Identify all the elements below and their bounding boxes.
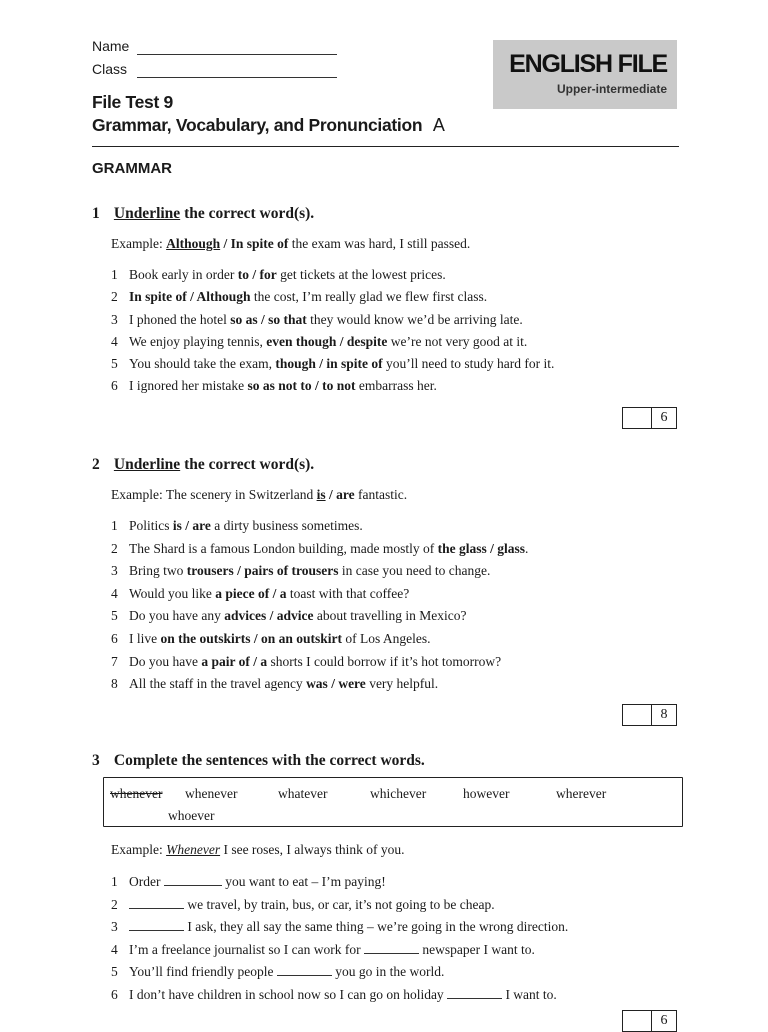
exercise3-items [111,873,568,1009]
item-text: we travel, by train, bus, or car, it’s not going to be cheap. [187,896,495,912]
instruction-text: the correct word(s). [184,205,315,222]
item-number: 6 [111,378,118,394]
list-item [111,676,528,699]
instruction-text: the correct word(s). [184,456,315,473]
exercise3-heading [92,752,425,770]
list-item [111,608,528,631]
answer-blank[interactable] [277,963,332,976]
item-number: 5 [111,964,118,980]
item-options[interactable]: so as / so that [230,311,307,327]
list-item [111,918,568,941]
answer-blank[interactable] [164,873,222,886]
item-text: I don’t have children in school now so I can go on holiday [129,986,444,1002]
item-text: Book early in order [129,267,238,282]
list-item [111,267,554,289]
list-item [111,518,528,541]
item-text: of Los Angeles. [342,630,431,646]
list-item [111,356,554,378]
example-answer: Although [166,236,221,251]
word-option: whoever [168,808,215,823]
item-text: You’ll find friendly people [129,964,274,980]
word-used: whenever [110,786,163,801]
item-text: Bring two [129,563,187,579]
item-options[interactable]: on the outskirts / on an outskirt [160,630,343,646]
example-label: Example: [111,842,163,857]
item-text: Do you have [129,653,202,669]
name-field[interactable] [137,54,337,55]
score-box[interactable] [622,704,677,726]
example-answer: is [316,487,326,502]
item-options[interactable]: though / in spite of [275,356,383,372]
list-item [111,963,568,986]
list-item [111,896,568,919]
item-text: I’m a freelance journalist so I can work for [129,941,361,957]
list-item [111,563,528,586]
example-separator: / [223,236,228,251]
item-number: 2 [111,540,118,556]
item-text: Order [129,874,161,889]
item-text: I live [129,630,161,646]
item-text: I ask, they all say the same thing – we’re going in the wrong direction. [187,919,569,935]
item-options[interactable]: to / for [237,267,277,282]
brand-logo-box [493,40,677,109]
item-text: the cost, I’m really glad we flew first class. [250,289,488,305]
item-number: 2 [111,896,118,912]
item-number: 1 [111,874,118,889]
item-number: 8 [111,676,118,692]
answer-blank[interactable] [447,986,502,999]
item-text: you want to eat – I’m paying! [225,874,386,889]
list-item [111,941,568,964]
item-options[interactable]: so as not to / to not [247,378,356,394]
score-total: 6 [660,1013,668,1028]
score-box[interactable] [622,407,677,429]
class-field[interactable] [137,77,337,78]
test-subtitle-row [92,115,445,136]
answer-blank[interactable] [364,941,419,954]
item-number: 3 [111,563,118,579]
item-text: very helpful. [365,676,439,692]
answer-blank[interactable] [129,918,184,931]
example-answer: Whenever [166,842,221,857]
item-text: a dirty business sometimes. [210,518,363,533]
word-option: wherever [556,786,607,801]
item-number: 1 [111,267,118,282]
example-option: are [336,487,355,502]
item-text: embarrass her. [355,378,437,394]
instruction-underlined: Underline [113,205,181,222]
word-box [103,777,683,827]
item-options[interactable]: was / were [306,676,366,692]
item-text: The Shard is a famous London building, made mostly of [129,540,438,556]
brand-title: ENGLISH FILE [509,50,667,78]
list-item [111,873,568,896]
exercise-number: 3 [92,752,100,769]
example-rest: the exam was hard, I still passed. [291,236,471,251]
item-number: 5 [111,356,118,372]
item-text: about travelling in Mexico? [313,608,467,624]
exercise3-example [111,842,405,858]
item-number: 1 [111,518,118,533]
exercise1-items [111,267,554,401]
list-item [111,654,528,677]
item-text: get tickets at the lowest prices. [276,267,446,282]
item-text: I ignored her mistake [129,378,248,394]
word-option: whichever [370,786,427,801]
exercise1-example [111,236,470,252]
exercise2-heading [92,456,314,474]
exercise2-example [111,487,407,503]
item-options[interactable]: advices / advice [224,608,314,624]
item-number: 3 [111,919,118,935]
item-text: You should take the exam, [129,356,276,372]
test-title: File Test 9 [92,92,173,112]
example-label: Example: [111,236,163,251]
item-number: 2 [111,289,118,305]
list-item [111,312,554,334]
exercise-number: 1 [92,205,100,222]
section-heading: GRAMMAR [92,160,172,177]
item-text: you go in the world. [335,964,445,980]
item-options[interactable]: a pair of / a [201,653,268,669]
example-separator: / [328,487,333,502]
word-option: however [463,786,510,801]
item-text: Would you like [129,585,216,601]
word-option: whatever [278,786,328,801]
item-options[interactable]: even though / despite [266,333,388,349]
item-text: Do you have any [129,608,225,624]
word-option: whenever [185,786,238,801]
item-number: 7 [111,653,118,669]
item-number: 4 [111,333,118,349]
exercise1-heading [92,205,314,223]
example-rest: fantastic. [357,487,408,502]
exercise2-items [111,518,528,699]
item-text: Politics [129,518,173,533]
item-options[interactable]: is / are [172,518,211,533]
item-options[interactable]: the glass / glass [437,540,525,556]
example-label: Example: [111,487,163,502]
item-text: . [524,540,529,556]
item-number: 6 [111,986,118,1002]
item-text: I want to. [505,986,557,1002]
header-divider [92,146,679,147]
name-label: Name [92,38,130,54]
score-total: 6 [660,410,668,425]
example-rest: I see roses, I always think of you. [223,842,405,857]
score-total: 8 [660,707,668,722]
item-text: newspaper I want to. [422,941,535,957]
class-label: Class [92,61,128,77]
item-text: in case you need to change. [338,563,491,579]
item-text: I phoned the hotel [129,311,231,327]
item-number: 5 [111,608,118,624]
item-text: they would know we’d be arriving late. [306,311,523,327]
list-item [111,334,554,356]
item-options[interactable]: trousers / pairs of trousers [186,563,339,579]
item-text: All the staff in the travel agency [129,676,307,692]
instruction-text: Complete the sentences with the correct words. [113,752,425,769]
list-item [111,541,528,564]
item-text: we’re not very good at it. [387,333,528,349]
list-item [111,289,554,311]
instruction-underlined: Underline [113,456,181,473]
item-options[interactable]: In spite of / Although [129,289,251,305]
list-item [111,986,568,1009]
item-options[interactable]: a piece of / a [215,585,287,601]
list-item [111,586,528,609]
list-item [111,631,528,654]
item-number: 6 [111,630,118,646]
brand-subtitle: Upper-intermediate [556,82,667,96]
exercise-number: 2 [92,456,100,473]
example-option: In spite of [230,236,289,251]
test-version: A [432,115,445,135]
item-text: shorts I could borrow if it’s hot tomorrow? [267,653,502,669]
item-text: toast with that coffee? [286,585,410,601]
example-text: The scenery in Switzerland [165,487,314,502]
item-number: 3 [111,311,118,327]
score-box[interactable] [622,1010,677,1032]
item-number: 4 [111,585,118,601]
item-text: We enjoy playing tennis, [129,333,267,349]
item-number: 4 [111,941,118,957]
item-text: you’ll need to study hard for it. [382,356,555,372]
list-item [111,378,554,400]
test-subtitle: Grammar, Vocabulary, and Pronunciation [92,115,423,135]
answer-blank[interactable] [129,896,184,909]
